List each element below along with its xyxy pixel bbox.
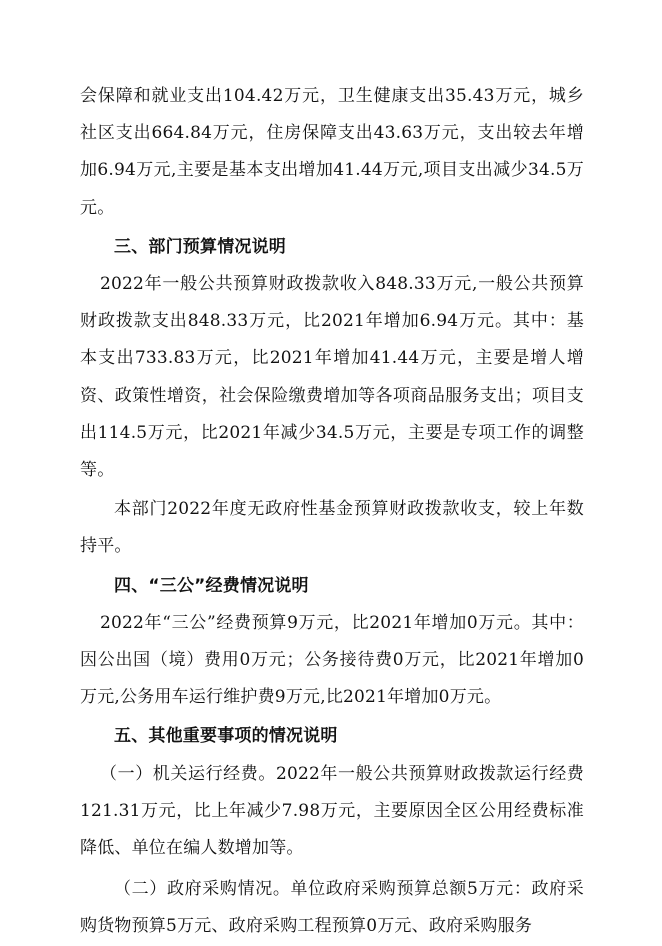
paragraph-operating-expenses: （一）机关运行经费。2022年一般公共预算财政拨款运行经费121.31万元，比上年减少7.98万元，主要原因全区公用经费标准降低、单位在编人数增加等。	[80, 763, 584, 859]
section-heading-department-budget: 三、部门预算情况说明	[114, 236, 286, 257]
paragraph-government-fund-budget: 本部门2022年度无政府性基金预算财政拨款收支，较上年数持平。	[80, 499, 584, 557]
paragraph-government-procurement: （二）政府采购情况。单位政府采购预算总额5万元：政府采购货物预算5万元、政府采购工程预算0万元、政府采购服务	[80, 879, 584, 937]
document-page	[80, 78, 584, 946]
section-heading-other-matters: 五、其他重要事项的情况说明	[114, 726, 338, 747]
paragraph-three-public-expenses: 2022年“三公”经费预算9万元，比2021年增加0万元。其中：因公出国（境）费用0万元；公务接待费0万元，比2021年增加0万元,公务用车运行维护费9万元,比2021年增加0万元。	[80, 612, 584, 708]
paragraph-general-public-budget: 2022年一般公共预算财政拨款收入848.33万元,一般公共预算财政拨款支出848.33万元，比2021年增加6.94万元。其中：基本支出733.83万元，比2021年增加41.44万元，主要是增人增资、政策性增资，社会保险缴费增加等各项商品服务支出；项目支出114.5万元，比2021年减少34.5万元，主要是专项工作的调整等。	[80, 274, 584, 481]
section-heading-three-public-expenses: 四、“三公”经费情况说明	[114, 575, 309, 596]
paragraph-social-security-expenditure: 会保障和就业支出104.42万元，卫生健康支出35.43万元，城乡社区支出664.84万元，住房保障支出43.63万元，支出较去年增加6.94万元,主要是基本支出增加41.44万元,项目支出减少34.5万元。	[80, 86, 584, 218]
